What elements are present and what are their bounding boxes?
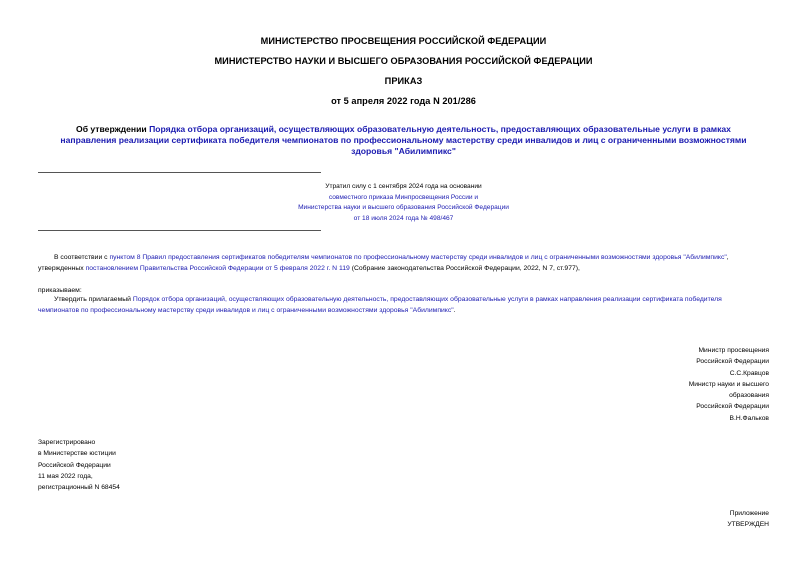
registration-line: 11 мая 2022 года, <box>38 472 93 480</box>
signature-line: В.Н.Фальков <box>729 414 769 422</box>
doc-type-heading: ПРИКАЗ <box>384 76 423 86</box>
preamble-text-a: В соответствии с <box>54 254 110 261</box>
registration-line: регистрационный N 68454 <box>38 484 120 492</box>
ministry-education-heading: МИНИСТЕРСТВО ПРОСВЕЩЕНИЯ РОССИЙСКОЙ ФЕДЕРАЦИИ <box>260 36 547 46</box>
status-note <box>0 182 807 224</box>
title-link-line3[interactable]: здоровья "Абилимпикс" <box>351 146 456 156</box>
registration-line: Российской Федерации <box>38 461 111 469</box>
government-decree-link[interactable]: постановлением Правительства Российской Федерации от 5 февраля 2022 г. N 119 <box>85 265 350 272</box>
signature-block <box>689 345 769 424</box>
registration-line: в Министерстве юстиции <box>38 450 116 458</box>
signature-line: Министр науки и высшего <box>688 380 769 388</box>
registration-block <box>38 437 120 493</box>
preamble-text-d: (Собрание законодательства Российской Федерации, 2022, N 7, ст.977), <box>349 265 580 272</box>
approval-text-a: Утвердить прилагаемый <box>54 296 133 303</box>
procedure-link-line2[interactable]: чемпионатов по профессиональному мастерству среди инвалидов и лиц с ограниченными возможностями здоровья "Абилимпикс" <box>38 307 454 314</box>
signature-line: Российской Федерации <box>696 403 769 411</box>
ministry-science-heading: МИНИСТЕРСТВО НАУКИ И ВЫСШЕГО ОБРАЗОВАНИЯ РОССИЙСКОЙ ФЕДЕРАЦИИ <box>214 56 593 66</box>
signature-line: С.С.Кравцов <box>729 369 769 377</box>
title-prefix: Об утверждении <box>76 124 150 134</box>
status-note-link1[interactable]: совместного приказа Минпросвещения России и <box>328 193 479 201</box>
signature-line: Российской Федерации <box>696 358 769 366</box>
document-title <box>0 124 807 157</box>
preamble-text-b: , <box>726 254 729 261</box>
status-note-line1: Утратил силу с 1 сентября 2024 года на основании <box>325 183 482 190</box>
rules-point8-link[interactable]: пунктом 8 Правил предоставления сертификатов победителям чемпионатов по профессиональному мастерству среди инвалидов и лиц с ограниченными возможностями здоровья "Абилимпикс" <box>109 254 727 261</box>
appendix-label: Приложение <box>729 510 769 517</box>
divider-top <box>38 172 321 173</box>
registration-line: Зарегистрировано <box>38 439 96 446</box>
approval-text-b: . <box>453 307 456 314</box>
title-link-line2[interactable]: направления реализации сертификата победителя чемпионатов по профессиональному мастерству среди инвалидов и лиц с ограниченными возможностями <box>60 135 747 145</box>
approved-label: УТВЕРЖДЕН <box>727 521 769 529</box>
signature-line: образования <box>729 392 769 400</box>
signature-line: Министр просвещения <box>698 347 769 354</box>
appendix-block <box>727 508 769 531</box>
approval-paragraph <box>38 294 773 316</box>
procedure-link-line1[interactable]: Порядок отбора организаций, осуществляющих образовательную деятельность, предоставляющих образовательные услуги в рамках направления реализации сертификата победителя <box>132 296 722 303</box>
divider-bottom <box>38 230 321 231</box>
doc-date-number: от 5 апреля 2022 года N 201/286 <box>331 96 476 106</box>
preamble-text-c: утвержденных <box>38 265 86 272</box>
status-note-link2[interactable]: Министерства науки и высшего образования Российской Федерации <box>298 204 509 211</box>
title-link-line1[interactable]: Порядка отбора организаций, осуществляющих образовательную деятельность, предоставляющих образовательные услуги в рамках <box>149 124 731 134</box>
status-note-link3[interactable]: от 18 июля 2024 года № 498/467 <box>353 214 454 222</box>
preamble-paragraph <box>38 252 773 274</box>
order-word: приказываем: <box>38 287 82 294</box>
